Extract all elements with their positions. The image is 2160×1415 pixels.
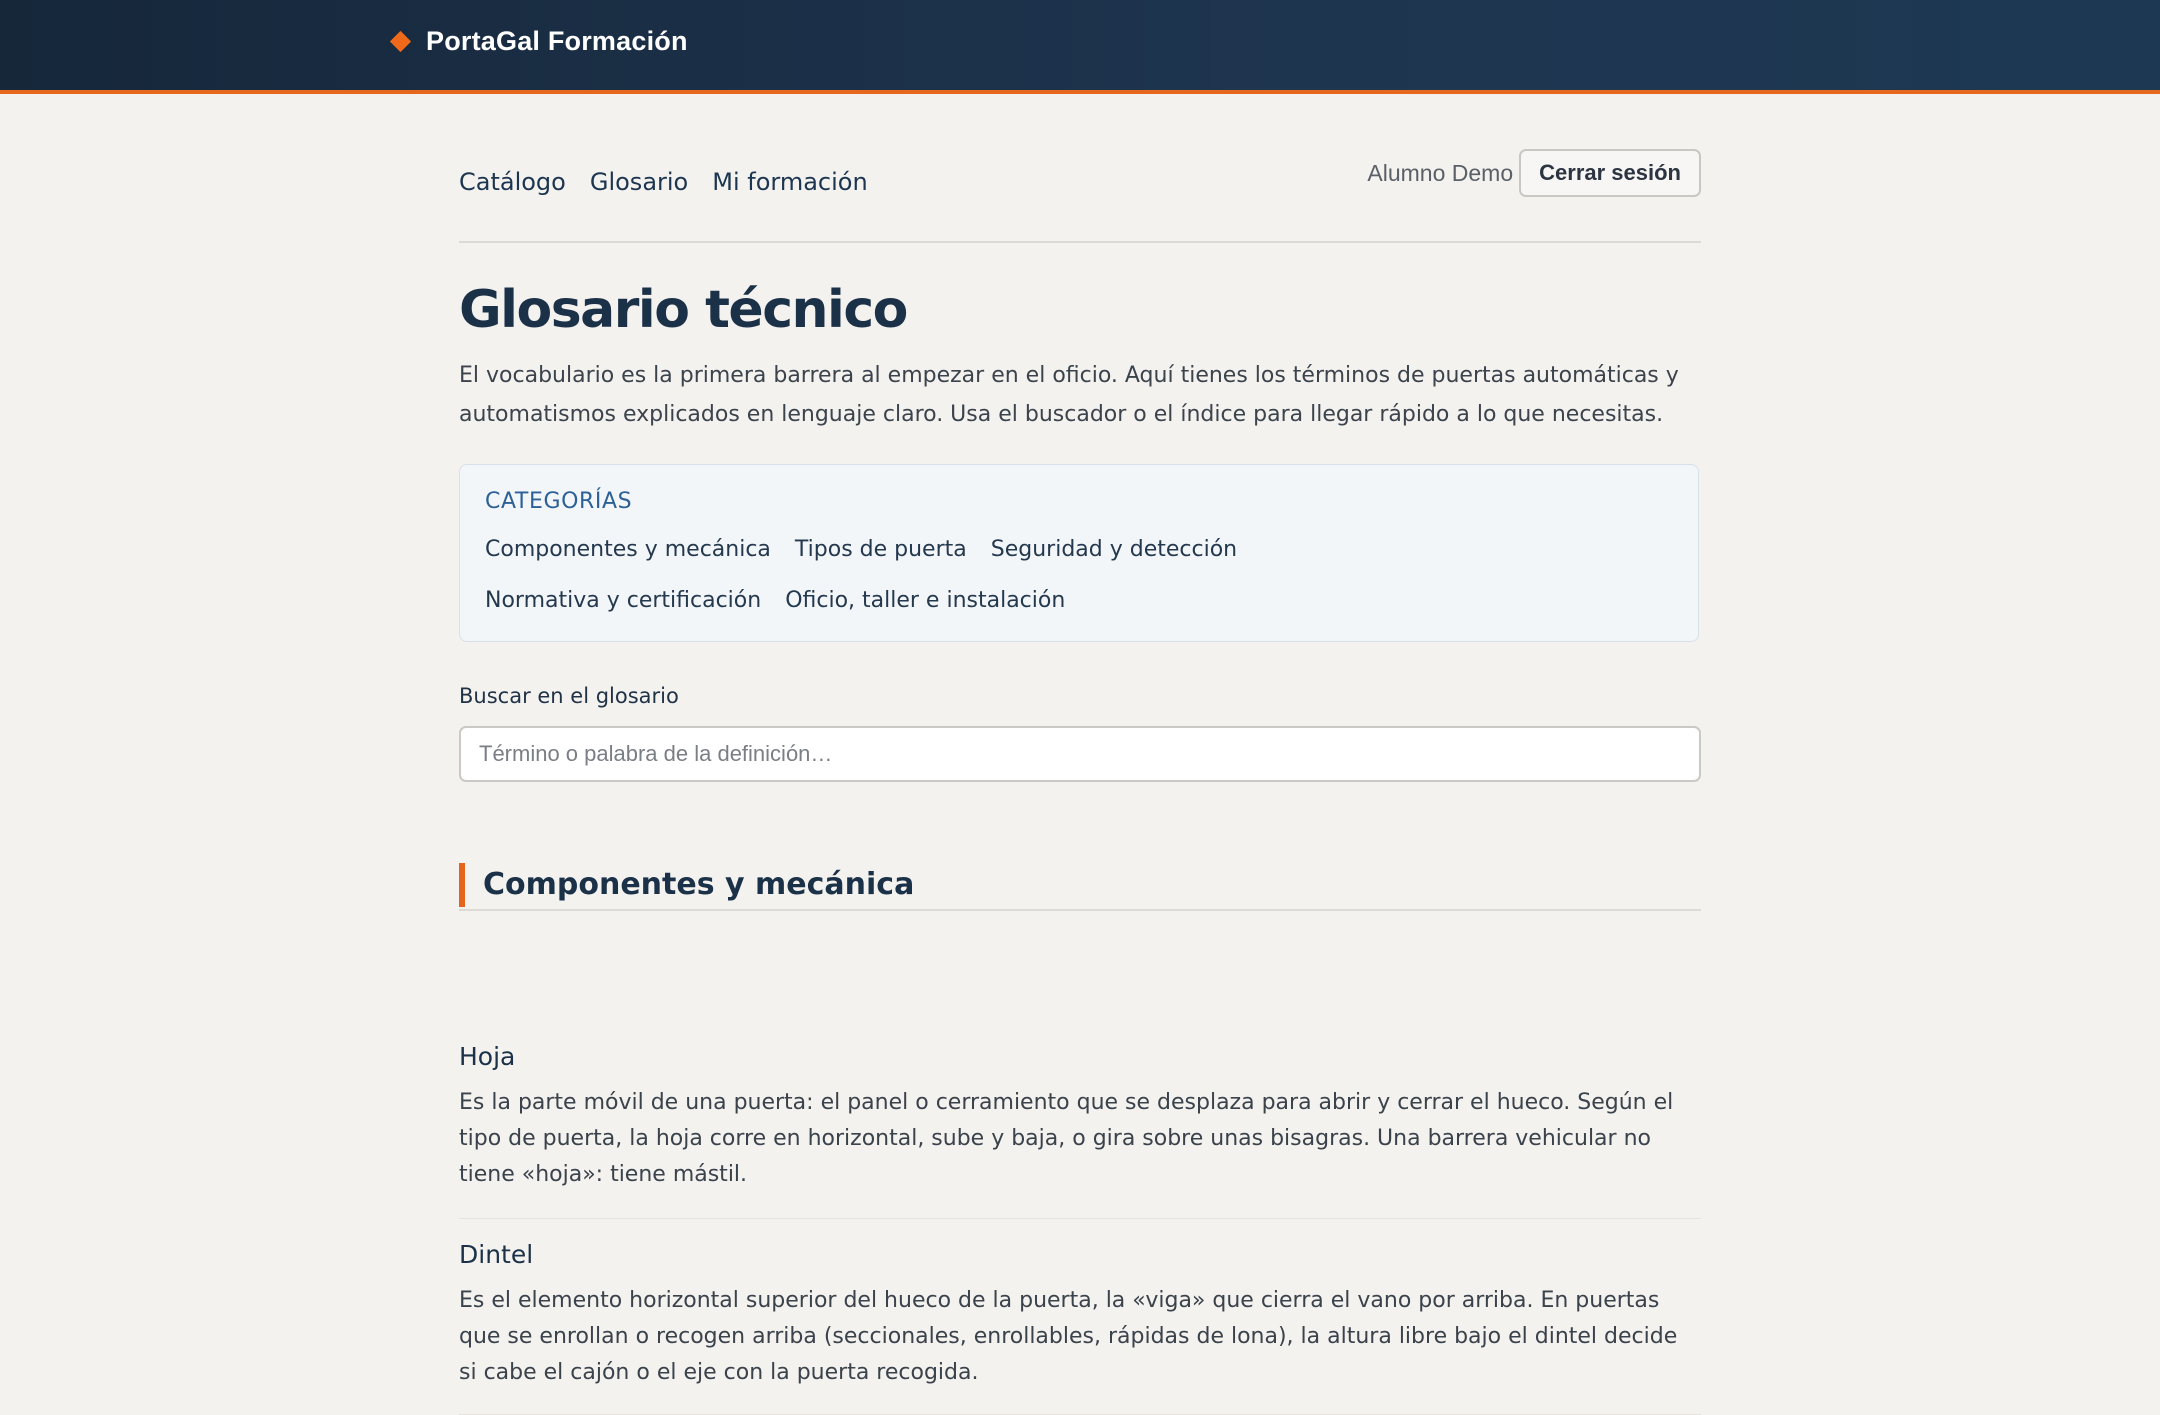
main-nav (459, 94, 1701, 243)
page-intro: El vocabulario es la primera barrera al empezar en el oficio. Aquí tienes los términos de puertas automáticas y automatismos explicados en lenguaje claro. Usa el buscador o el índice para llegar rápido a lo que necesitas. (459, 363, 1679, 427)
categories-list (485, 532, 1505, 619)
categories-box (459, 464, 1699, 642)
user-name: Alumno Demo (1367, 159, 1514, 186)
search-label: Buscar en el glosario (459, 684, 679, 708)
logout-button[interactable]: Cerrar sesión (1519, 149, 1701, 197)
nav-link-glosario[interactable]: Glosario (589, 168, 689, 196)
brand-diamond-icon (390, 31, 411, 52)
main-content (459, 94, 1701, 1385)
entry-definition: Es la parte móvil de una puerta: el panel o cerramiento que se desplaza para abrir y cerrar el hueco. Según el tipo de puerta, la hoja corre en horizontal, sube y baja, o gira sobre unas bisagras. Una barrera vehicular no tiene «hoja»: tiene mástil. (459, 1090, 1674, 1187)
nav-link-mi-formacion[interactable]: Mi formación (712, 168, 868, 196)
search-input[interactable] (459, 726, 1701, 782)
nav-links (459, 168, 868, 196)
category-link-oficio[interactable]: Oficio, taller e instalación (785, 588, 1066, 613)
section-title: Componentes y mecánica (483, 867, 915, 902)
entry-term: Hoja (459, 1042, 516, 1071)
category-link-componentes[interactable]: Componentes y mecánica (485, 537, 771, 562)
entry-definition: Es el elemento horizontal superior del hueco de la puerta, la «viga» que cierra el vano por arriba. En puertas que se enrollan o recogen arriba (seccionales, enrollables, rápidas de lona), la altura libre bajo el dintel decide si cabe el cajón o el eje con la puerta recogida. (459, 1288, 1678, 1385)
nav-link-catalogo[interactable]: Catálogo (459, 168, 566, 196)
category-link-normativa[interactable]: Normativa y certificación (485, 588, 762, 613)
glossary-entry (459, 1042, 1701, 1219)
categories-title: CATEGORÍAS (485, 489, 633, 514)
category-link-tipos[interactable]: Tipos de puerta (794, 537, 967, 562)
user-area (1367, 149, 1701, 197)
top-header (0, 0, 2160, 94)
brand-name[interactable]: PortaGal Formación (426, 26, 688, 56)
page-title: Glosario técnico (459, 280, 907, 340)
section-header (459, 863, 1701, 911)
brand[interactable] (393, 26, 688, 57)
section-accent-bar (459, 863, 465, 907)
entry-term: Dintel (459, 1240, 534, 1269)
glossary-entry (459, 1240, 1701, 1415)
category-link-seguridad[interactable]: Seguridad y detección (990, 537, 1238, 562)
